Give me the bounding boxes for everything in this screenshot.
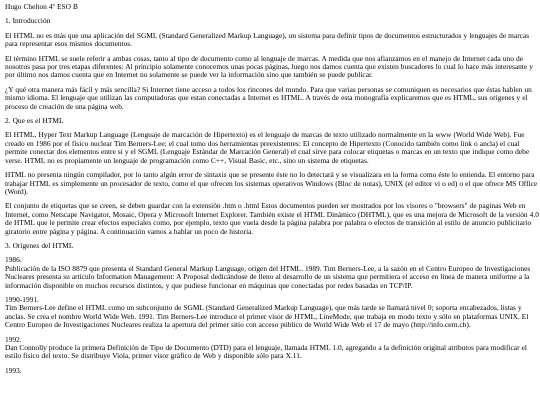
paragraph: El HTML, Hyper Text Markup Language (Lenguaje de marcación de Hipertexto) es el lenguaje de marcas de texto utilizado normalmente en la www (World Wide Web). Fue creado en 1986 por el físico nuclear Tim Berners-Lee; el cual tomo dos herramientas preexistentes: El concepto de Hipertexto (Conocido también como link o ancla) el cual permite conectar dos elementos entre si y el SGML (Lenguaje Estándar de Marcación General) el cual sirve para colocar etiquetas o marcas en un texto que indique como debe verse. HTML no es propiamente un lenguaje de programación como C++, Visual Basic, etc., sino un sistema de etiquetas. [5,130,530,165]
paragraph: Dan Connolly produce la primera Definición de Tipo de Documento (DTD) para el lenguaje, llamada HTML 1.0, agregando a la definición original atributos para modificar el estilo físico del texto. Se distribuye Viola, primer visor gráfico de Web y disponible sólo para X.11. [5,343,527,361]
author-line: Hugo Chelton 4º ESO B [5,2,78,11]
year-heading: 1990-1991. [5,294,39,304]
year-heading: 1993. [5,365,22,375]
paragraph: HTML no presenta ningún compilador, por lo tanto algún error de sintaxis que se presente éste no lo detectará y se visualizara en la forma como éste lo entienda. El entorno para trabajar HTML es simplemente un procesador de texto, como el que ofrecen los sistemas operativos Windows (Bloc de notas), UNIX (el editor vi o ed) o el que ofrece MS Office (Word). [5,170,538,196]
paragraph: ¿Y qué otra manera más fácil y más sencilla? Si Internet tiene acceso a todos los rincones del mundo. Para que varias personas se comuniquen es necesarios que éstas hablen un mismo idioma. El lenguaje que utilizan las computadoras que estan conectadas a Internet es HTML. A través de esta monografía explicaremos que es HTML, sus origenes y el proceso de creación de una página web. [5,84,532,111]
paragraph: Tim Berners-Lee define el HTML como un subconjunto de SGML (Standard Generalized Markup Language), que más tarde se llamará nivel 0; soporta encabezados, listas y anclas. Se crea el nombre World Wide Web. 1991. Tim Berners-Lee introduce el primer visor de HTML, LineMode, que trabaja en modo texto y sólo en plataformas UNIX. El Centro Europeo de Investigaciones Nucleares realiza la apertura del primer sitio con acceso público de World Wide Web el 17 de mayo (http://info.cern.ch). [5,303,529,330]
paragraph: Publicación de la ISO 8879 que presenta el Standard General Markup Language, origen del HTML. 1989. Tim Berners-Lee, a la sazón en el Centro Europeo de Investigaciones Nucleares presenta su artículo Information Management: A Proposal dedicándose de lleno al desarrollo de un sistema que permitiera el acceso en línea de manera uniforme a la información disponible en muchos recursos distintos, y que pudiese funcionar en máquinas que conectadas por redes basadas en TCP/IP. [5,263,531,290]
year-heading: 1992. [5,334,22,344]
paragraph: El conjunto de etiquetas que se creen, se deben guardar con la extensión .htm o .html Estos documentos pueden ser mostrados por los visores o "browsers" de paginas Web en Internet, como Netscape Navigator, Mosaic, Opera y Microsoft Internet Explorer. También existe el HTML Dinámico (DHTML), que es una mejora de Microsoft de la versión 4.0 de HTML que le permite crear efectos especiales como, por ejemplo, texto que vuela desde la página palabra por palabra o efectos de transición al estilo de anuncio publicitario giratorio entre página y página. A continuación vamos a hablar un poco de historia. [5,201,539,236]
section-heading-que-es-html: 2. Que es el HTML [5,116,64,126]
section-heading-origenes: 3. Orígenes del HTML [5,240,74,250]
paragraph: El término HTML se suele referir a ambas cosas, tanto al tipo de documento como al lenguaje de marcas. A medida que nos afianzamos en el manejo de Internet cada uno de nosotros pasa por tres etapas diferentes: Al principio solamente conocemos unas pocas páginas, luego nos damos cuenta que existen buscadores lo cual lo hace más interesante y por último nos damos cuenta que en Internet no solamente se puede ver la información sino que también se puede publicar. [5,53,533,80]
section-heading-introduccion: 1. Introducción [5,16,51,26]
paragraph: El HTML no es más que una aplicación del SGML (Standard Generalized Markup Language), un sistema para definir tipos de documentos estructurados y lenguajes de marcas para representar esos mismos documentos. [5,30,530,49]
year-heading: 1986. [5,255,22,265]
